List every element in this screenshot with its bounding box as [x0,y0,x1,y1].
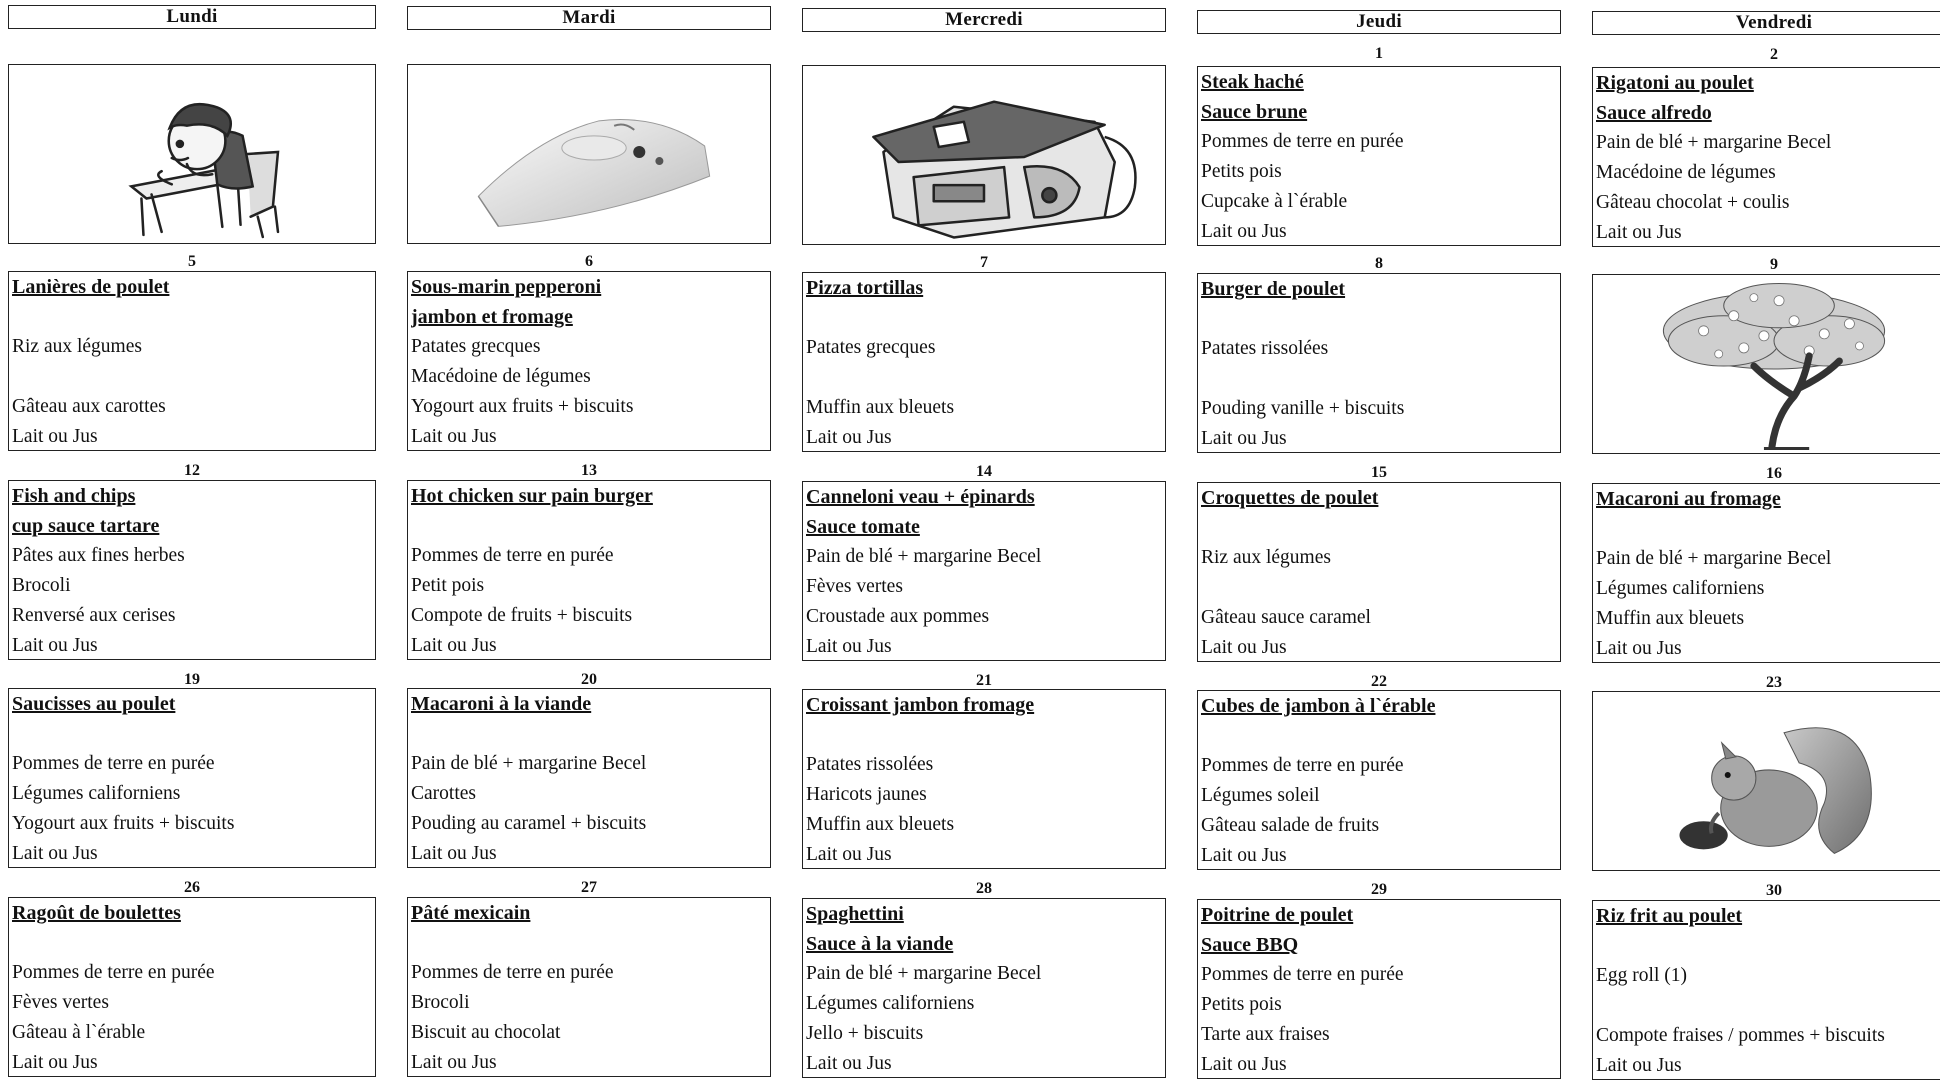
menu-item: Compote fraises / pommes + biscuits [1596,1025,1885,1046]
menu-item: Lait ou Jus [1201,1054,1287,1075]
dish-title: Macaroni au fromage [1596,488,1781,510]
dish-title: Burger de poulet [1201,278,1346,300]
menu-item: Lait ou Jus [411,635,497,656]
date-number: 28 [976,880,992,897]
menu-item [806,363,1165,393]
dish-title: Croissant jambon fromage [806,694,1035,716]
dish-title: Spaghettini [806,903,904,925]
menu-cell [407,688,771,868]
menu-item [1201,721,1560,751]
menu-cell [1592,67,1940,247]
menu-cell [802,689,1166,869]
dish-title: Lanières de poulet [12,276,170,298]
menu-item: Lait ou Jus [1596,222,1682,243]
dish-title: Sous-marin pepperoni [411,276,602,298]
dish-title: Sauce brune [1201,101,1308,123]
illustration-cell [1592,691,1940,871]
menu-item [1201,304,1560,334]
date-number: 8 [1375,255,1383,272]
menu-item: Riz aux légumes [12,336,142,357]
menu-cell [407,897,771,1077]
dish-title: Saucisses au poulet [12,693,176,715]
date-number: 1 [1375,45,1383,62]
menu-item [411,511,770,541]
menu-item: Petits pois [1201,161,1282,182]
menu-item [411,928,770,958]
menu-item: Pommes de terre en purée [411,545,614,566]
date-number: 7 [980,254,988,271]
menu-item: Pâtes aux fines herbes [12,545,185,566]
menu-item: Gâteau salade de fruits [1201,815,1380,836]
menu-item: Lait ou Jus [1201,637,1287,658]
menu-item: Lait ou Jus [806,1053,892,1074]
menu-item: Yogourt aux fruits + biscuits [411,396,634,417]
menu-item: Biscuit au chocolat [411,1022,561,1043]
menu-item: Lait ou Jus [411,1052,497,1073]
date-number: 9 [1770,256,1778,273]
menu-item: Compote de fruits + biscuits [411,605,633,626]
day-header-vendredi: Vendredi [1592,11,1940,35]
menu-cell [8,688,376,868]
menu-item: Pommes de terre en purée [411,962,614,983]
dish-title: Sauce alfredo [1596,102,1712,124]
menu-item: Macédoine de légumes [411,366,591,387]
menu-item: Pommes de terre en purée [12,962,215,983]
menu-item [12,302,375,332]
menu-item: Gâteau sauce caramel [1201,607,1371,628]
illustration-cell [407,64,771,244]
menu-item: Macédoine de légumes [1596,162,1776,183]
menu-item [806,720,1165,750]
menu-item: Lait ou Jus [806,427,892,448]
dish-title: Hot chicken sur pain burger [411,485,653,507]
menu-item: Patates grecques [411,336,541,357]
menu-item: Gâteau aux carottes [12,396,166,417]
menu-item [806,303,1165,333]
menu-item: Renversé aux cerises [12,605,176,626]
date-number: 16 [1766,465,1782,482]
menu-item [12,719,375,749]
date-number: 29 [1371,881,1387,898]
menu-item: Muffin aux bleuets [806,814,955,835]
menu-item: Brocoli [12,575,71,596]
dish-title: Pâté mexicain [411,902,531,924]
menu-cell [1197,273,1561,453]
menu-item [1596,514,1940,544]
dish-title: Steak haché [1201,71,1304,93]
menu-item: Pouding au caramel + biscuits [411,813,647,834]
date-number: 5 [188,253,196,270]
menu-item: Yogourt aux fruits + biscuits [12,813,235,834]
menu-item: Pommes de terre en purée [1201,964,1404,985]
menu-item: Lait ou Jus [12,426,98,447]
dish-title: cup sauce tartare [12,515,160,537]
menu-item: Carottes [411,783,476,804]
menu-item: Tarte aux fraises [1201,1024,1330,1045]
illustration-cell [802,65,1166,245]
dish-title: Sauce BBQ [1201,934,1299,956]
menu-item: Lait ou Jus [1596,1055,1682,1076]
menu-item: Muffin aux bleuets [806,397,955,418]
menu-item: Lait ou Jus [806,844,892,865]
menu-cell [407,480,771,660]
dish-title: Sauce tomate [806,516,920,538]
dish-title: Croquettes de poulet [1201,487,1379,509]
menu-item: Egg roll (1) [1596,965,1687,986]
menu-item: Lait ou Jus [12,635,98,656]
dish-title: Canneloni veau + épinards [806,486,1035,508]
dish-title: Ragoût de boulettes [12,902,181,924]
day-header-jeudi: Jeudi [1197,10,1561,34]
date-number: 27 [581,879,597,896]
menu-item [1596,991,1940,1021]
menu-cell [407,271,771,451]
date-number: 23 [1766,674,1782,691]
date-number: 26 [184,879,200,896]
date-number: 30 [1766,882,1782,899]
menu-item: Pain de blé + margarine Becel [806,546,1042,567]
dish-title: Cubes de jambon à l`érable [1201,695,1436,717]
menu-item: Gâteau à l`érable [12,1022,146,1043]
menu-item: Pain de blé + margarine Becel [1596,548,1832,569]
menu-cell [802,898,1166,1078]
dish-title: Fish and chips [12,485,136,507]
menu-item: Légumes soleil [1201,785,1320,806]
menu-item [1596,931,1940,961]
menu-item: Lait ou Jus [1201,428,1287,449]
menu-item: Légumes californiens [12,783,181,804]
menu-item: Pommes de terre en purée [12,753,215,774]
date-number: 13 [581,462,597,479]
menu-item: Lait ou Jus [1201,221,1287,242]
menu-item [1201,573,1560,603]
menu-item: Patates grecques [806,337,936,358]
menu-cell [1592,900,1940,1080]
dish-title: jambon et fromage [411,306,573,328]
illustration-cell [8,64,376,244]
menu-item [12,928,375,958]
menu-item: Lait ou Jus [411,843,497,864]
menu-item: Lait ou Jus [1596,638,1682,659]
menu-item: Lait ou Jus [12,1052,98,1073]
illustration-cell [1592,274,1940,454]
menu-cell [1197,482,1561,662]
menu-item: Pouding vanille + biscuits [1201,398,1405,419]
date-number: 22 [1371,673,1387,690]
menu-item: Légumes californiens [806,993,975,1014]
date-number: 19 [184,671,200,688]
date-number: 21 [976,672,992,689]
menu-item: Pain de blé + margarine Becel [411,753,647,774]
menu-cell [1592,483,1940,663]
menu-item: Petits pois [1201,994,1282,1015]
date-number: 2 [1770,46,1778,63]
date-number: 20 [581,671,597,688]
menu-item: Patates rissolées [806,754,934,775]
menu-item: Patates rissolées [1201,338,1329,359]
day-header-mardi: Mardi [407,6,771,30]
day-header-lundi: Lundi [8,5,376,29]
menu-item: Cupcake à l`érable [1201,191,1348,212]
menu-item: Fèves vertes [12,992,109,1013]
menu-cell [1197,66,1561,246]
menu-item: Pommes de terre en purée [1201,755,1404,776]
menu-item: Gâteau chocolat + coulis [1596,192,1790,213]
dish-title: Sauce à la viande [806,933,954,955]
menu-item: Haricots jaunes [806,784,927,805]
menu-item [411,719,770,749]
menu-item [12,362,375,392]
menu-cell [8,271,376,451]
dish-title: Riz frit au poulet [1596,905,1743,927]
menu-item: Légumes californiens [1596,578,1765,599]
menu-item: Jello + biscuits [806,1023,924,1044]
menu-cell [802,481,1166,661]
menu-item: Muffin aux bleuets [1596,608,1745,629]
menu-cell [802,272,1166,452]
menu-cell [8,480,376,660]
date-number: 15 [1371,464,1387,481]
menu-item: Riz aux légumes [1201,547,1331,568]
date-number: 6 [585,253,593,270]
menu-cell [8,897,376,1077]
date-number: 12 [184,462,200,479]
date-number: 14 [976,463,992,480]
day-header-mercredi: Mercredi [802,8,1166,32]
dish-title: Macaroni à la viande [411,693,592,715]
menu-item: Brocoli [411,992,470,1013]
menu-cell [1197,690,1561,870]
dish-title: Pizza tortillas [806,277,924,299]
menu-item: Petit pois [411,575,485,596]
menu-item: Pain de blé + margarine Becel [1596,132,1832,153]
menu-item: Lait ou Jus [12,843,98,864]
dish-title: Rigatoni au poulet [1596,72,1754,94]
menu-item: Pain de blé + margarine Becel [806,963,1042,984]
menu-item: Croustade aux pommes [806,606,990,627]
menu-item: Fèves vertes [806,576,903,597]
menu-item: Lait ou Jus [411,426,497,447]
menu-item: Lait ou Jus [1201,845,1287,866]
menu-item: Lait ou Jus [806,636,892,657]
menu-item [1201,364,1560,394]
dish-title: Poitrine de poulet [1201,904,1354,926]
menu-cell [1197,899,1561,1079]
menu-item: Pommes de terre en purée [1201,131,1404,152]
menu-item [1201,513,1560,543]
